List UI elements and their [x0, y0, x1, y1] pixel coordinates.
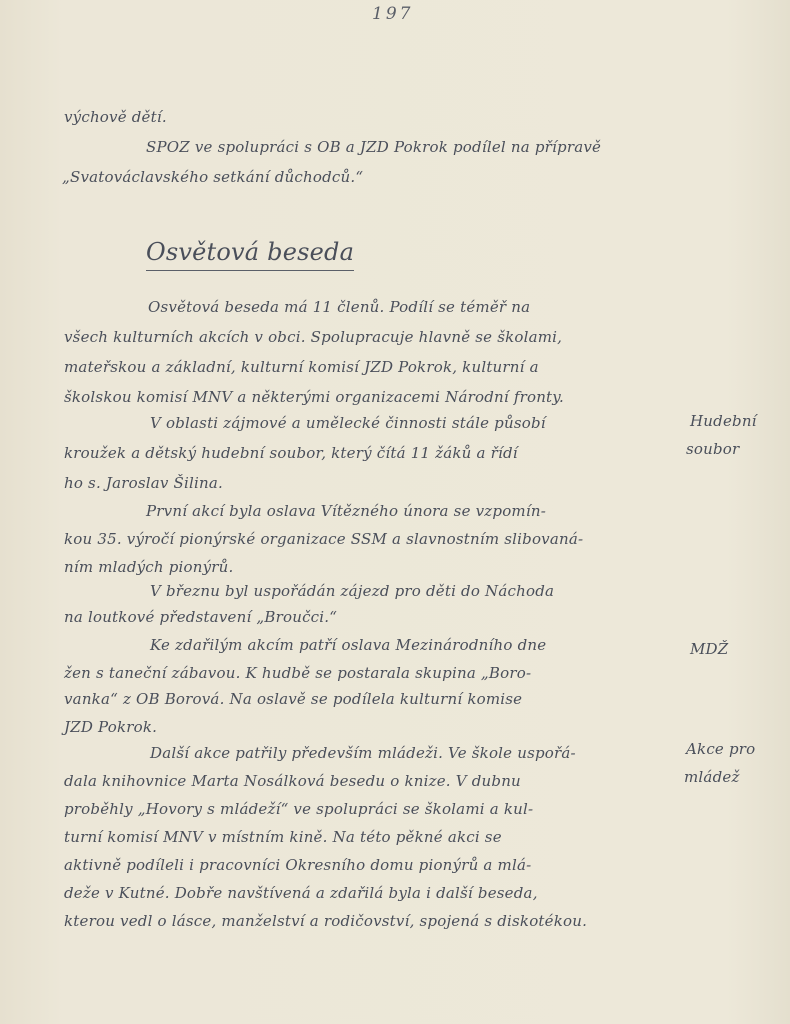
margin-note: MDŽ: [690, 640, 729, 658]
text-line: kroužek a dětský hudební soubor, který čítá 11 žáků a řídí: [64, 444, 518, 462]
text-line: V březnu byl uspořádán zájezd pro děti do Náchoda: [150, 582, 555, 600]
text-line: JZD Pokrok.: [64, 718, 158, 736]
text-line: mateřskou a základní, kulturní komisí JZD Pokrok, kulturní a: [64, 358, 539, 376]
text-line: deže v Kutné. Dobře navštívená a zdařilá byla i další beseda,: [64, 884, 538, 902]
margin-note: mládež: [684, 768, 740, 786]
margin-note: Hudební: [690, 412, 757, 430]
text-line: První akcí byla oslava Vítězného února se vzpomín-: [146, 502, 546, 520]
text-line: „Svatováclavského setkání důchodců.“: [62, 168, 364, 186]
text-line: V oblasti zájmové a umělecké činnosti stále působí: [150, 414, 546, 432]
text-line: Osvětová beseda má 11 členů. Podílí se téměř na: [148, 298, 531, 316]
text-line: všech kulturních akcích v obci. Spolupracuje hlavně se školami,: [64, 328, 563, 346]
text-line: dala knihovnice Marta Nosálková besedu o knize. V dubnu: [64, 772, 521, 790]
text-line: žen s taneční zábavou. K hudbě se postarala skupina „Boro-: [64, 664, 532, 682]
text-line: Ke zdařilým akcím patří oslava Mezinárodního dne: [150, 636, 547, 654]
text-line: školskou komisí MNV a některými organizacemi Národní fronty.: [64, 388, 564, 406]
text-line: aktivně podíleli i pracovníci Okresního domu pionýrů a mlá-: [64, 856, 532, 874]
text-line: na loutkové představení „Broučci.“: [64, 608, 338, 626]
margin-note: soubor: [686, 440, 740, 458]
text-line: vanka“ z OB Borová. Na oslavě se podílela kulturní komise: [64, 690, 523, 708]
text-line: výchově dětí.: [64, 108, 167, 126]
text-line: kterou vedl o lásce, manželství a rodičovství, spojená s diskotékou.: [64, 912, 588, 930]
margin-note: Akce pro: [686, 740, 756, 758]
page-number: 197: [372, 4, 414, 24]
text-line: ním mladých pionýrů.: [64, 558, 234, 576]
text-line: SPOZ ve spolupráci s OB a JZD Pokrok podílel na přípravě: [146, 138, 602, 156]
text-line: Další akce patřily především mládeži. Ve škole uspořá-: [150, 744, 576, 762]
text-line: kou 35. výročí pionýrské organizace SSM a slavnostním slibovaná-: [64, 530, 584, 548]
text-line: proběhly „Hovory s mládeží“ ve spolupráci se školami a kul-: [64, 800, 534, 818]
section-heading: Osvětová beseda: [146, 238, 354, 271]
text-line: ho s. Jaroslav Šilina.: [64, 474, 223, 492]
text-line: turní komisí MNV v místním kině. Na této pěkné akci se: [64, 828, 502, 846]
